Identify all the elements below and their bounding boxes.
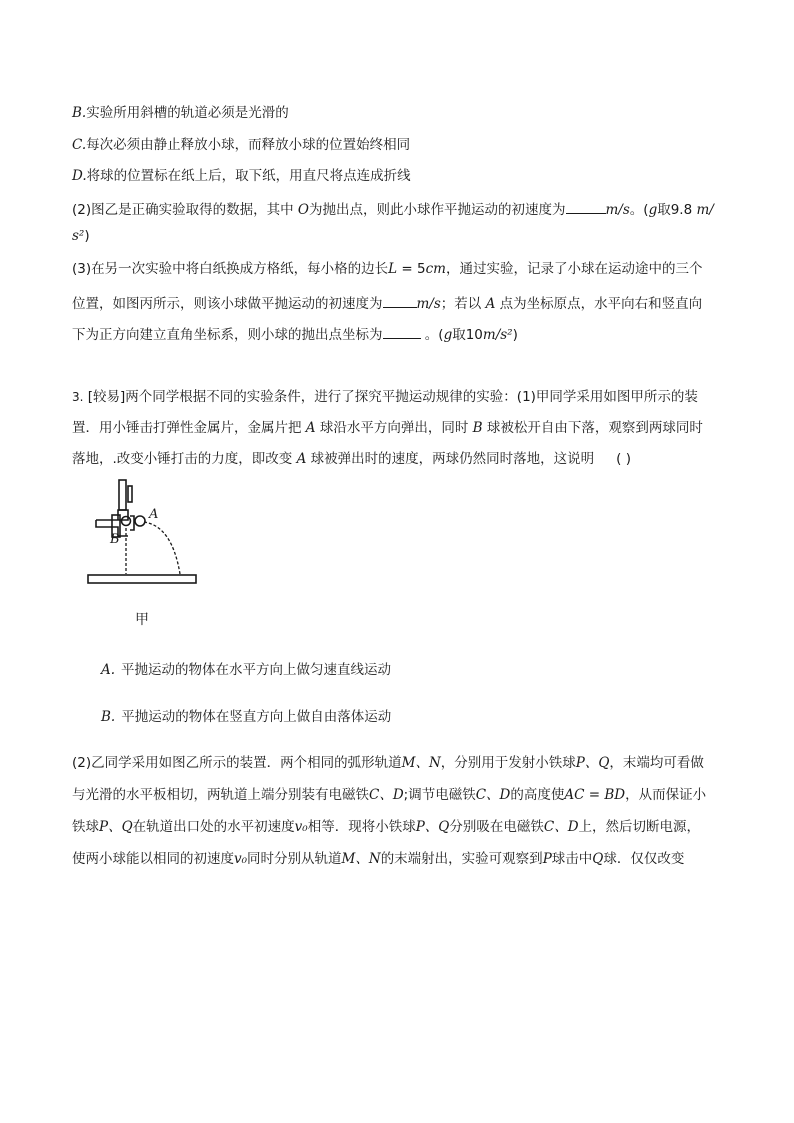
answer-blank <box>383 324 421 339</box>
q3-option-a <box>101 661 391 679</box>
q3-part2-line2 <box>72 786 724 804</box>
q2-option-c <box>72 136 724 154</box>
unit: m/s² <box>482 327 513 343</box>
text: 点为坐标原点，水平向右和竖直向 <box>495 296 703 312</box>
var-a: A <box>296 451 307 467</box>
answer-parentheses: ( ) <box>616 451 631 467</box>
text: 在轨道出口处的水平初速度 <box>132 819 295 835</box>
option-letter: C. <box>72 137 87 153</box>
text: ) <box>512 327 518 343</box>
unit: s² <box>72 228 85 244</box>
var-pq: P、Q <box>415 819 450 835</box>
label-b: B <box>110 532 120 547</box>
text: = 5 <box>397 261 426 277</box>
option-letter: B. <box>72 105 87 121</box>
text: 球被松开自由下落，观察到两球同时 <box>482 420 703 436</box>
text: 铁球 <box>72 819 99 835</box>
q3-part2-line4 <box>72 850 724 868</box>
var-cd: C、D <box>369 787 404 803</box>
option-letter: D. <box>72 168 87 184</box>
answer-blank <box>566 199 606 214</box>
var-v0: v₀ <box>294 819 308 835</box>
q3-line3 <box>72 450 724 468</box>
q3-line2 <box>72 419 724 437</box>
text: 使两小球能以相同的初速度 <box>72 851 234 867</box>
option-text: 每次必须由静止释放小球，而释放小球的位置始终相同 <box>86 137 411 153</box>
var-pq: P、Q <box>99 819 133 835</box>
answer-blank <box>383 293 417 308</box>
option-letter: A. <box>101 662 116 678</box>
var-q: Q <box>592 851 604 867</box>
text: 球击中 <box>551 851 593 867</box>
text: 分别吸在电磁铁 <box>449 819 544 835</box>
q2-part2-line2 <box>72 227 724 245</box>
unit: m/s <box>416 296 441 312</box>
q2-part2-line1 <box>72 199 724 219</box>
text: 置．用小锤击打弹性金属片，金属片把 <box>72 420 306 436</box>
text: 位置，如图丙所示，则该小球做平抛运动的初速度为 <box>72 296 383 312</box>
q3-line1 <box>72 388 724 406</box>
ball-b <box>122 517 131 526</box>
q3-part2-line1 <box>72 754 724 772</box>
unit: m/ <box>696 202 714 218</box>
difficulty-tag: [较易] <box>87 389 126 405</box>
text: 球．仅仅改变 <box>603 851 685 867</box>
var-g: g <box>443 327 453 343</box>
upright-post <box>119 480 126 510</box>
text: 同时分别从轨道 <box>247 851 342 867</box>
text: 。( <box>420 327 444 343</box>
q3-option-b <box>101 708 391 726</box>
apparatus-drawing <box>96 480 145 537</box>
figure-caption: 甲 <box>135 612 149 628</box>
option-letter: B. <box>101 709 116 725</box>
text: 的高度使 <box>510 787 565 803</box>
var-l: L <box>388 261 398 277</box>
text: 两个同学根据不同的实验条件，进行了探究平抛运动规律的实验：(1)甲同学采用如图甲所示的装 <box>125 389 698 405</box>
q2-part3-line2 <box>72 293 724 313</box>
text: ，通过实验，记录了小球在运动途中的三个 <box>445 261 703 277</box>
text: (3)在另一次实验中将白纸换成方格纸，每小格的边长 <box>72 261 389 277</box>
text: 的末端射出，实验可观察到 <box>380 851 543 867</box>
text: 相等．现将小铁球 <box>307 819 416 835</box>
equation: AC = BD <box>564 787 626 803</box>
q2-option-d <box>72 167 724 185</box>
hammer-post <box>128 486 132 502</box>
option-text: 实验所用斜槽的轨道必须是光滑的 <box>86 105 289 121</box>
text: 下为正方向建立直角坐标系，则小球的抛出点坐标为 <box>72 327 383 343</box>
var-mn: M、N <box>341 851 381 867</box>
option-text: 将球的位置标在纸上后，取下纸，用直尺将点连成折线 <box>86 168 411 184</box>
q2-option-b <box>72 104 724 122</box>
var-b: B <box>472 420 483 436</box>
text: 与光滑的水平板相切，两轨道上端分别装有电磁铁 <box>72 787 369 803</box>
var-cd: C、D <box>475 787 511 803</box>
q3-part2-line3 <box>72 818 724 836</box>
text: ；若以 <box>440 296 486 312</box>
var-a: A <box>305 420 316 436</box>
var-v0: v₀ <box>234 851 248 867</box>
text: 取10 <box>452 327 483 343</box>
parabolic-path-a <box>144 522 180 574</box>
text: (2)图乙是正确实验取得的数据，其中 <box>72 202 298 218</box>
option-text: 平抛运动的物体在竖直方向上做自由落体运动 <box>121 709 392 725</box>
text: ，末端均可看做 <box>609 755 704 771</box>
text: 球被弹出时的速度，两球仍然同时落地，这说明 <box>306 451 595 467</box>
text: ，分别用于发射小铁球 <box>440 755 576 771</box>
q2-part3-line3 <box>72 324 724 344</box>
ground-plate <box>88 575 196 583</box>
text: 上，然后切断电源， <box>578 819 701 835</box>
text: ，从而保证小 <box>625 787 707 803</box>
label-a: A <box>149 507 159 522</box>
text: 球沿水平方向弹出，同时 <box>315 420 473 436</box>
var-mn: M、N <box>401 755 441 771</box>
var-o: O <box>297 202 309 218</box>
text: 。( <box>629 202 649 218</box>
var-a: A <box>485 296 496 312</box>
var-pq: P、Q <box>575 755 610 771</box>
text: 落地，.改变小锤打击的力度，即改变 <box>72 451 297 467</box>
ball-a <box>135 516 145 526</box>
text: ) <box>84 228 90 244</box>
option-text: 平抛运动的物体在水平方向上做匀速直线运动 <box>121 662 392 678</box>
text: (2)乙同学采用如图乙所示的装置．两个相同的弧形轨道 <box>72 755 402 771</box>
figure-jia-apparatus <box>84 478 200 590</box>
var-cd: C、D <box>543 819 579 835</box>
var-g: g <box>648 202 658 218</box>
text: ;调节电磁铁 <box>403 787 476 803</box>
unit: m/s <box>605 202 630 218</box>
text: 取9.8 <box>657 202 697 218</box>
q2-part3-line1 <box>72 260 724 278</box>
text: 为抛出点，则此小球作平抛运动的初速度为 <box>309 202 566 218</box>
unit: cm <box>425 261 446 277</box>
question-number: 3. <box>72 390 84 404</box>
var-p: P <box>542 851 552 867</box>
